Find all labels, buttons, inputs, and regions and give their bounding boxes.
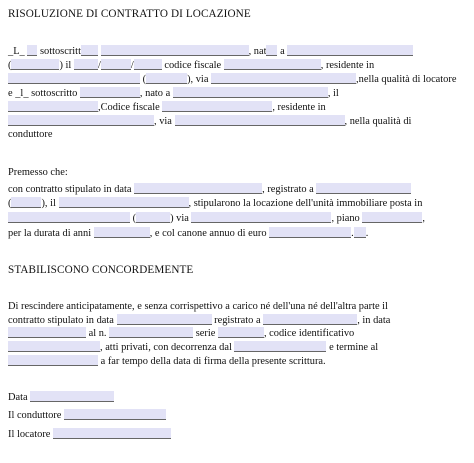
label-paren: ( [132, 213, 137, 224]
field-nat-suffix[interactable] [266, 45, 277, 56]
field-conduttore-codice-fiscale[interactable] [162, 101, 272, 112]
field-locatore-birth-day[interactable] [74, 59, 98, 70]
field-locatore-residence-city[interactable] [8, 73, 140, 84]
label-via-3: ) via [170, 213, 189, 224]
field-property-province[interactable] [136, 212, 170, 223]
label-paren: ( [8, 60, 12, 71]
field-body-registration-office[interactable] [263, 314, 357, 325]
field-body-contract-date[interactable] [117, 314, 212, 325]
field-l-suffix[interactable] [27, 45, 37, 56]
label-codice-fiscale-2: ,Codice fiscale [98, 102, 160, 113]
label-qualita-locatore: ,nella qualità di locatore [356, 74, 457, 85]
parties-line-7: conduttore [8, 129, 53, 140]
body-line-1: Di rescindere anticipatamente, e senza corrispettivo a carico né dell'una né dell'altra parte il [8, 301, 388, 312]
field-lease-years[interactable] [94, 227, 150, 238]
label-atti-privati: , atti privati, con decorrenza dal [100, 342, 232, 353]
signature-conduttore-line [8, 409, 166, 422]
field-conduttore-birthplace[interactable] [173, 87, 328, 98]
field-locatore-birthplace[interactable] [287, 45, 413, 56]
parties-line-3 [8, 73, 456, 86]
field-registration-series[interactable] [218, 327, 264, 338]
field-annual-rent[interactable] [269, 227, 351, 238]
body-line-4 [8, 341, 378, 354]
label-il-locatore: Il locatore [8, 429, 51, 440]
signature-locatore-line [8, 428, 171, 441]
label-in-data: , in data [357, 315, 391, 326]
label-codice-identificativo: , codice identificativo [263, 328, 355, 339]
parties-line-1: _L_ sottoscritt , nat a [8, 45, 413, 58]
label-far-tempo: a far tempo della data di firma della presente scrittura. [100, 356, 326, 367]
label-il-3: ), il [41, 198, 56, 209]
label-l-prefix-2: _l_ [15, 88, 29, 99]
field-body-registration-date[interactable] [8, 327, 86, 338]
label-sottoscritto: sottoscritto [31, 88, 78, 99]
field-conduttore-birth-date[interactable] [8, 101, 98, 112]
parties-line-6 [8, 115, 411, 128]
label-paren: ( [8, 198, 12, 209]
body-line-2 [8, 314, 390, 327]
field-conduttore-address[interactable] [175, 115, 345, 126]
field-start-date[interactable] [234, 341, 326, 352]
label-contratto-data: con contratto stipulato in data [8, 184, 132, 195]
label-registrato-a: , registrato a [262, 184, 314, 195]
field-annual-rent-cents[interactable] [354, 227, 366, 238]
field-conduttore-name[interactable] [80, 87, 140, 98]
field-contract-date[interactable] [134, 183, 262, 194]
field-locatore-signature[interactable] [53, 428, 171, 439]
document-title: RISOLUZIONE DI CONTRATTO DI LOCAZIONE [8, 8, 251, 20]
label-period: . [351, 228, 354, 239]
field-property-floor[interactable] [362, 212, 422, 223]
label-paren: ) [59, 60, 63, 71]
label-comma: , [422, 213, 425, 224]
field-identification-code[interactable] [8, 341, 100, 352]
label-il-conduttore: Il conduttore [8, 410, 62, 421]
label-piano: , piano [331, 213, 360, 224]
field-end-date[interactable] [8, 355, 98, 366]
parties-line-4 [8, 87, 339, 100]
label-il: il [65, 60, 72, 71]
field-registration-province[interactable] [11, 197, 41, 208]
label-qualita-conduttore: , nella qualità di [344, 116, 412, 127]
label-al-n: al n. [88, 328, 107, 339]
label-sottoscritt: sottoscritt [39, 46, 81, 57]
field-signature-date[interactable] [30, 391, 114, 402]
label-period: . [365, 228, 369, 239]
label-via: ), via [187, 74, 209, 85]
field-locatore-birth-month[interactable] [101, 59, 131, 70]
premesso-heading: Premesso che: [8, 167, 68, 178]
premesso-line-1 [8, 183, 411, 196]
field-conduttore-residence[interactable] [8, 115, 154, 126]
field-sottoscritt-suffix[interactable] [81, 45, 98, 56]
label-via-2: , via [154, 116, 172, 127]
label-stipularono: , stipularono la locazione dell'unità immobiliare posta in [188, 198, 423, 209]
label-contratto-stipulato: contratto stipulato in data [8, 315, 114, 326]
field-registration-number[interactable] [109, 327, 193, 338]
label-nat: nat [253, 46, 267, 57]
field-locatore-name[interactable] [101, 45, 249, 56]
signature-date-line [8, 391, 114, 404]
label-serie: serie [195, 328, 216, 339]
premesso-line-3 [8, 212, 425, 225]
label-codice-fiscale: codice fiscale [164, 60, 222, 71]
field-locatore-birth-year[interactable] [134, 59, 162, 70]
parties-line-2 [8, 59, 374, 72]
field-conduttore-signature[interactable] [64, 409, 166, 420]
stabiliscono-heading: STABILISCONO CONCORDEMENTE [8, 264, 194, 276]
field-registration-office[interactable] [316, 183, 411, 194]
field-property-address[interactable] [191, 212, 331, 223]
label-nato-a: , nato a [139, 88, 171, 99]
premesso-line-4 [8, 227, 368, 240]
label-residente-in-2: , residente in [272, 102, 326, 113]
body-line-3 [8, 327, 354, 340]
label-a: a [280, 46, 285, 57]
label-l-prefix: _L_ [8, 46, 25, 57]
field-locatore-residence-province[interactable] [146, 73, 187, 84]
label-residente-in: , residente in [320, 60, 375, 71]
label-durata-anni: per la durata di anni [8, 228, 92, 239]
field-property-city[interactable] [8, 212, 130, 223]
field-registration-date[interactable] [59, 197, 189, 208]
label-e: e [8, 88, 13, 99]
field-locatore-codice-fiscale[interactable] [224, 59, 321, 70]
label-data: Data [8, 392, 28, 403]
label-slash: / [97, 60, 101, 71]
label-registrato-a-2: registrato a [214, 315, 261, 326]
label-termine-al: e termine al [329, 342, 379, 353]
label-canone-annuo: , e col canone annuo di euro [149, 228, 267, 239]
premesso-line-2 [8, 197, 422, 210]
field-locatore-birth-province[interactable] [11, 59, 59, 70]
body-line-5 [8, 355, 326, 368]
parties-line-5 [8, 101, 326, 114]
field-locatore-address[interactable] [211, 73, 356, 84]
label-il-2: , il [327, 88, 339, 99]
label-slash: / [130, 60, 134, 71]
label-paren: ( [142, 74, 147, 85]
